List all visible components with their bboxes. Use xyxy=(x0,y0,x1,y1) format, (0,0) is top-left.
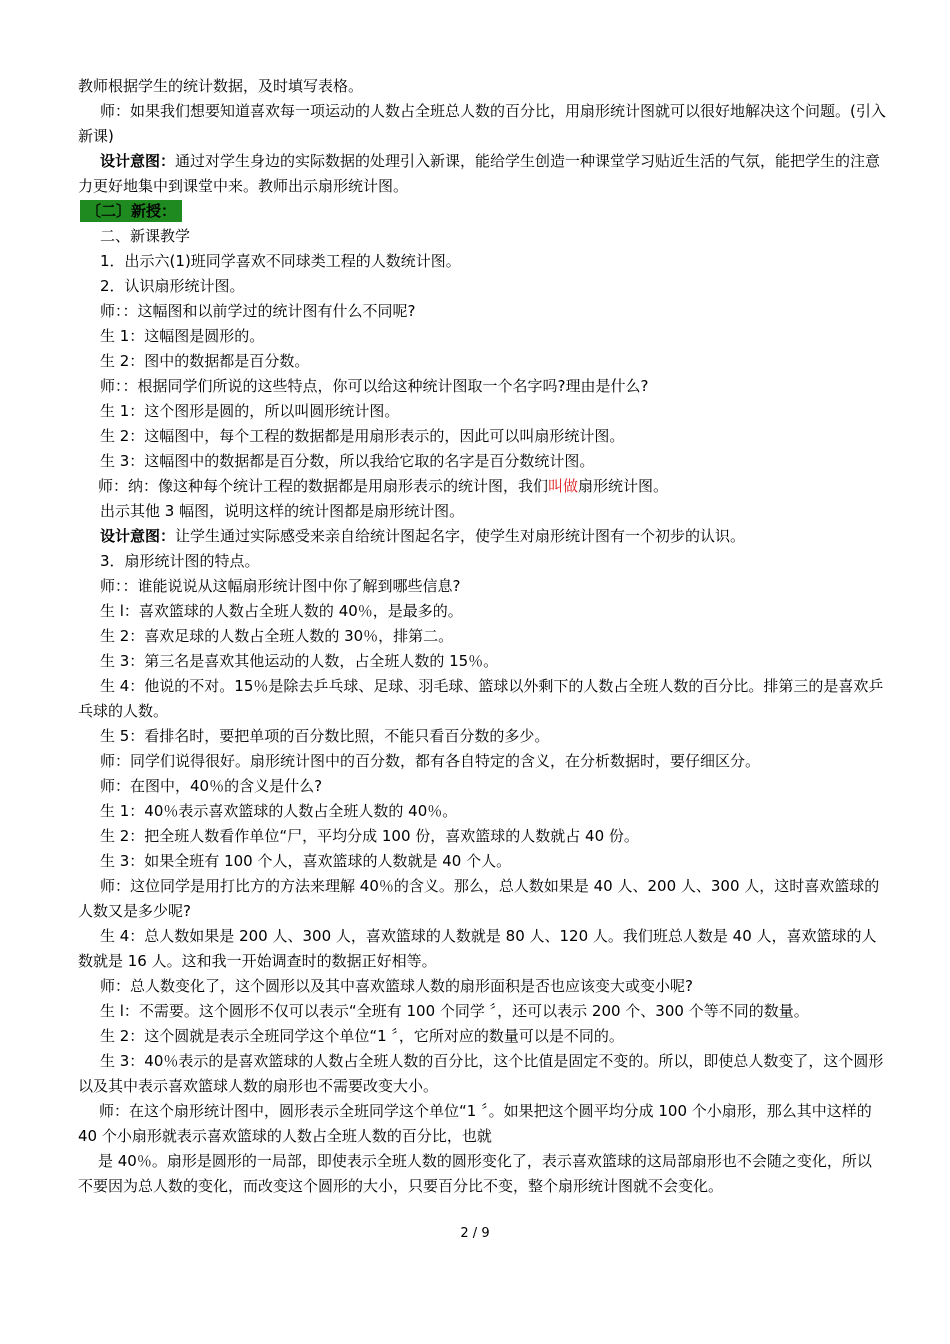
paragraph: 二、新课教学 xyxy=(100,227,191,245)
page-number: 2 / 9 xyxy=(460,1226,490,1241)
paragraph: 出示其他 3 幅图，说明这样的统计图都是扇形统计图。 xyxy=(100,502,465,520)
paragraph: 师：：这幅图和以前学过的统计图有什么不同呢? xyxy=(100,302,416,320)
paragraph: 3．扇形统计图的特点。 xyxy=(100,552,260,570)
paragraph: 生 2：这个圆就是表示全班同学这个单位“1 〞，它所对应的数量可以是不同的。 xyxy=(100,1027,624,1045)
paragraph: 生 1：这个图形是圆的，所以叫圆形统计图。 xyxy=(100,402,400,420)
paragraph: 师：在图中，40％的含义是什么? xyxy=(100,777,323,795)
design-intent-label: 设计意图： xyxy=(100,152,176,170)
paragraph: 是 40％。扇形是圆形的一局部，即使表示全班人数的圆形变化了，表示喜欢篮球的这局部扇形也不会随之变化，所以不要因为总人数的变化，而改变这个圆形的大小，只要百分比不变，整个扇形统计图就不会变化。 xyxy=(78,1152,872,1195)
design-intent-text: 通过对学生身边的实际数据的处理引入新课，能给学生创造一种课堂学习贴近生活的气氛，能把学生的注意力更好地集中到课堂中来。教师出示扇形统计图。 xyxy=(78,152,881,195)
paragraph: 生 3：第三名是喜欢其他运动的人数，占全班人数的 15％。 xyxy=(100,652,499,670)
paragraph: 生 3：如果全班有 100 个人，喜欢篮球的人数就是 40 个人。 xyxy=(100,852,512,870)
text-segment: 师：纳：像这种每个统计工程的数据都是用扇形表示的统计图，我们 xyxy=(98,477,549,495)
document-body xyxy=(78,74,886,1199)
paragraph: 生 4：他说的不对。15％是除去乒乓球、足球、羽毛球、篮球以外剩下的人数占全班人数的百分比。排第三的是喜欢乒乓球的人数。 xyxy=(78,677,884,720)
paragraph: 2．认识扇形统计图。 xyxy=(100,277,245,295)
paragraph: 生 l：喜欢篮球的人数占全班人数的 40％，是最多的。 xyxy=(100,602,463,620)
paragraph: 生 1：这幅图是圆形的。 xyxy=(100,327,265,345)
paragraph: 生 3：40％表示的是喜欢篮球的人数占全班人数的百分比，这个比值是固定不变的。所以，即使总人数变了，这个圆形以及其中表示喜欢篮球人数的扇形也不需要改变大小。 xyxy=(78,1052,884,1095)
paragraph: 生 1：40％表示喜欢篮球的人数占全班人数的 40％。 xyxy=(100,802,458,820)
paragraph: 师：这位同学是用打比方的方法来理解 40％的含义。那么，总人数如果是 40 人、200 人、300 人，这时喜欢篮球的人数又是多少呢? xyxy=(78,877,880,920)
paragraph: 生 l：不需要。这个圆形不仅可以表示“全班有 100 个同学 〞，还可以表示 200 个、300 个等不同的数量。 xyxy=(100,1002,809,1020)
paragraph: 生 2：喜欢足球的人数占全班人数的 30％，排第二。 xyxy=(100,627,454,645)
paragraph xyxy=(78,474,886,499)
design-intent-label: 设计意图： xyxy=(100,527,176,545)
design-intent-paragraph xyxy=(78,149,886,199)
paragraph: 生 2：图中的数据都是百分数。 xyxy=(100,352,310,370)
paragraph: 生 5：看排名时，要把单项的百分数比照，不能只看百分数的多少。 xyxy=(100,727,550,745)
paragraph: 师：：根据同学们所说的这些特点，你可以给这种统计图取一个名字吗?理由是什么? xyxy=(100,377,649,395)
paragraph: 生 2：把全班人数看作单位“尸，平均分成 100 份，喜欢篮球的人数就占 40 份。 xyxy=(100,827,639,845)
section-badge: 〔二〕新授： xyxy=(80,200,182,222)
paragraph: 师：在这个扇形统计图中，圆形表示全班同学这个单位“1 〞。如果把这个圆平均分成 100 个小扇形，那么其中这样的 40 个小扇形就表示喜欢篮球的人数占全班人数的百分比，也就 xyxy=(78,1102,872,1145)
paragraph: 生 4：总人数如果是 200 人、300 人，喜欢篮球的人数就是 80 人、120 人。我们班总人数是 40 人，喜欢篮球的人数就是 16 人。这和我一开始调查时的数据正好相等。 xyxy=(78,927,877,970)
paragraph: 师：如果我们想要知道喜欢每一项运动的人数占全班总人数的百分比，用扇形统计图就可以很好地解决这个问题。(引入新课) xyxy=(78,102,886,145)
text-segment: 扇形统计图。 xyxy=(578,477,669,495)
highlighted-text: 叫做 xyxy=(548,477,579,495)
paragraph: 生 3：这幅图中的数据都是百分数，所以我给它取的名字是百分数统计图。 xyxy=(100,452,595,470)
paragraph: 师：同学们说得很好。扇形统计图中的百分数，都有各自特定的含义，在分析数据时，要仔细区分。 xyxy=(100,752,761,770)
paragraph: 1．出示六(1)班同学喜欢不同球类工程的人数统计图。 xyxy=(100,252,461,270)
paragraph: 生 2：这幅图中，每个工程的数据都是用扇形表示的，因此可以叫扇形统计图。 xyxy=(100,427,625,445)
design-intent-text: 让学生通过实际感受来亲自给统计图起名字，使学生对扇形统计图有一个初步的认识。 xyxy=(175,527,746,545)
paragraph: 师：：谁能说说从这幅扇形统计图中你了解到哪些信息? xyxy=(100,577,461,595)
paragraph: 师：总人数变化了，这个圆形以及其中喜欢篮球人数的扇形面积是否也应该变大或变小呢? xyxy=(100,977,693,995)
paragraph: 教师根据学生的统计数据，及时填写表格。 xyxy=(78,77,364,95)
design-intent-paragraph xyxy=(78,524,886,549)
section-heading xyxy=(78,199,886,224)
